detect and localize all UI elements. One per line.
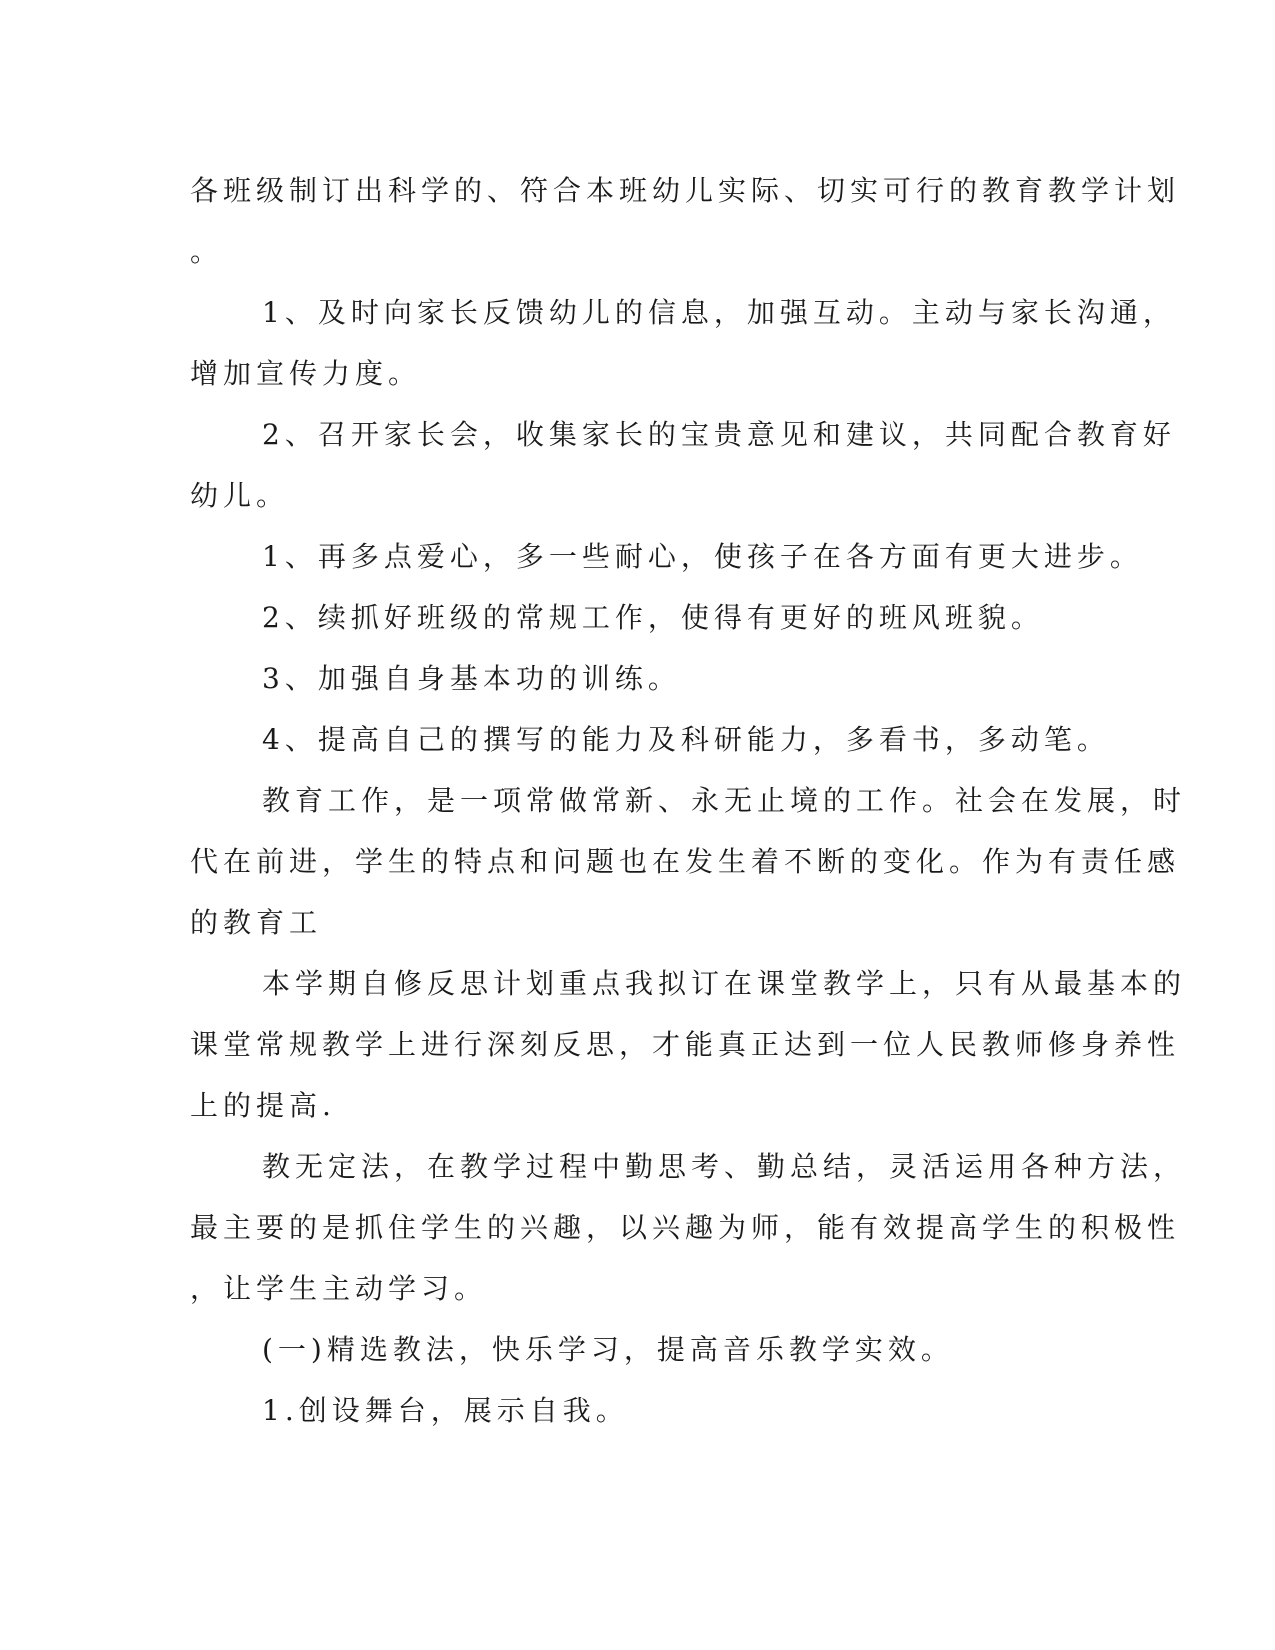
text-line: (一)精选教法，快乐学习，提高音乐教学实效。 [262, 1333, 954, 1366]
text-line: 课堂常规教学上进行深刻反思，才能真正达到一位人民教师修身养性 [190, 1028, 1181, 1061]
text-line: 1、及时向家长反馈幼儿的信息，加强互动。主动与家长沟通， [262, 296, 1176, 329]
text-line: 4、提高自己的撰写的能力及科研能力，多看书，多动笔。 [262, 723, 1110, 756]
text-line: 教育工作，是一项常做常新、永无止境的工作。社会在发展，时 [262, 784, 1187, 817]
text-line: 3、加强自身基本功的训练。 [262, 662, 681, 695]
text-line: 本学期自修反思计划重点我拟订在课堂教学上，只有从最基本的 [262, 967, 1187, 1000]
text-line: 各班级制订出科学的、符合本班幼儿实际、切实可行的教育教学计划 [190, 174, 1181, 207]
text-line: 增加宣传力度。 [190, 357, 422, 390]
text-line: 2、召开家长会，收集家长的宝贵意见和建议，共同配合教育好 [262, 418, 1176, 451]
text-line: 最主要的是抓住学生的兴趣，以兴趣为师，能有效提高学生的积极性 [190, 1211, 1181, 1244]
text-line: ，让学生主动学习。 [190, 1272, 488, 1305]
text-line: 2、续抓好班级的常规工作，使得有更好的班风班貌。 [262, 601, 1044, 634]
text-line: 。 [190, 235, 224, 268]
text-line: 幼儿。 [190, 479, 290, 512]
text-line: 1.创设舞台，展示自我。 [262, 1394, 629, 1427]
text-line: 代在前进，学生的特点和问题也在发生着不断的变化。作为有责任感 [190, 845, 1181, 878]
text-line: 的教育工 [190, 906, 323, 939]
text-line: 上的提高. [190, 1089, 336, 1122]
document-body [190, 160, 1187, 1441]
text-line: 教无定法，在教学过程中勤思考、勤总结，灵活运用各种方法， [262, 1150, 1187, 1183]
text-line: 1、再多点爱心，多一些耐心，使孩子在各方面有更大进步。 [262, 540, 1143, 573]
